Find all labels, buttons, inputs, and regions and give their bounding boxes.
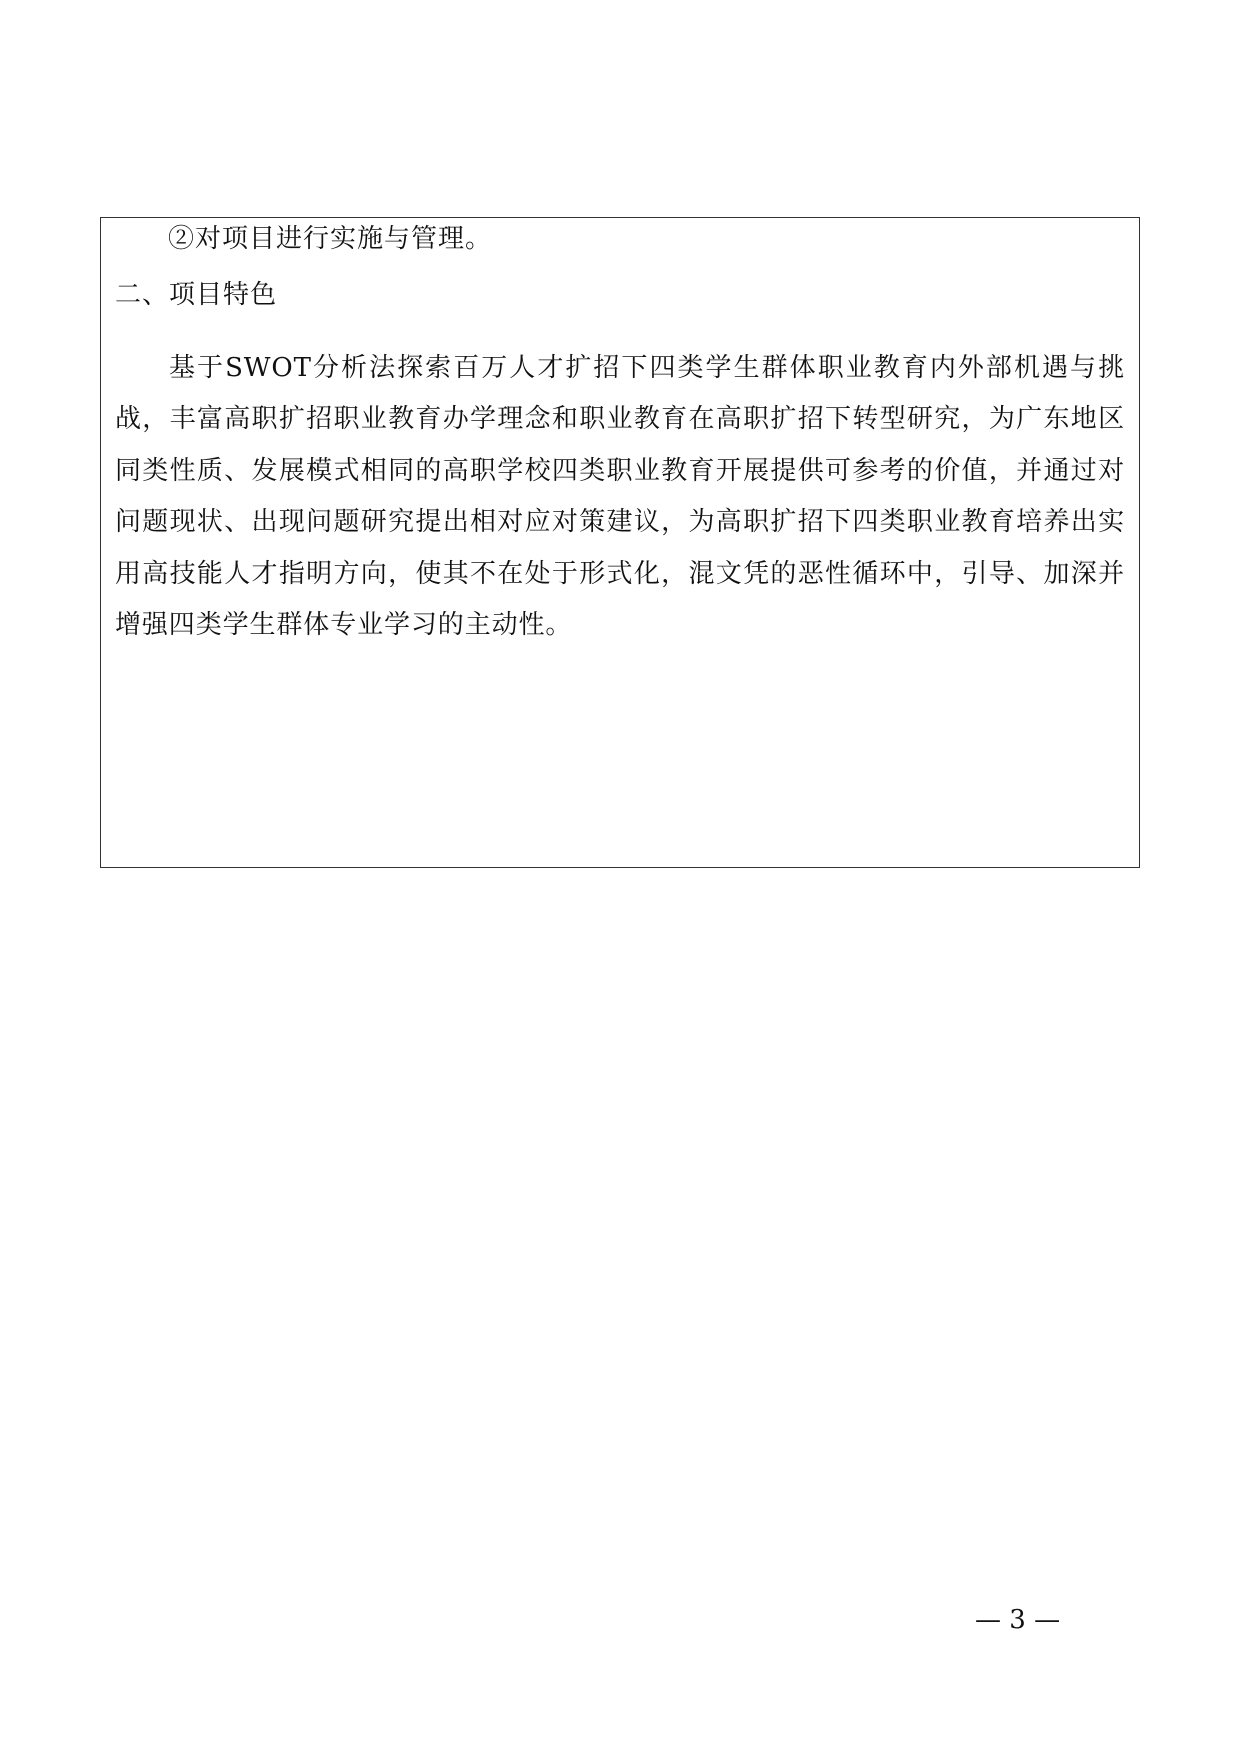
body-paragraph: 基于SWOT分析法探索百万人才扩招下四类学生群体职业教育内外部机遇与挑战，丰富高职扩招职业教育办学理念和职业教育在高职扩招下转型研究，为广东地区同类性质、发展模式相同的高职学校四类职业教育开展提供可参考的价值，并通过对问题现状、出现问题研究提出相对应对策建议，为高职扩招下四类职业教育培养出实用高技能人才指明方向，使其不在处于形式化，混文凭的恶性循环中，引导、加深并增强四类学生群体专业学习的主动性。 [115, 353, 1125, 641]
page-number: — 3 — [975, 1605, 1061, 1635]
item-line: ②对项目进行实施与管理。 [168, 224, 493, 254]
section-heading: 二、项目特色 [115, 280, 278, 310]
